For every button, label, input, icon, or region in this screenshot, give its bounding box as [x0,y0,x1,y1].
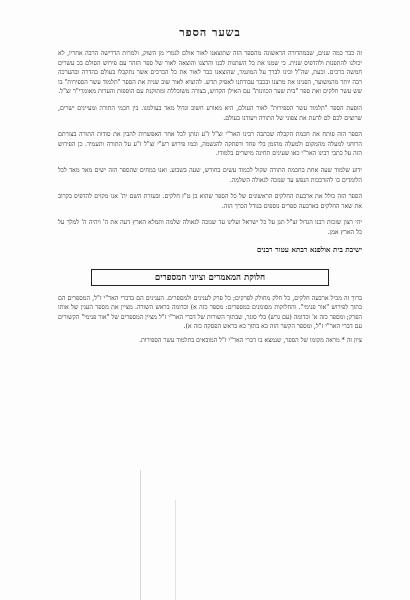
paragraph: ברוך זה מכיל ארבעה חלקים, כל חלק מחולק לפרקים; כל פרק לענינים ולמספרים. הענינים הם בדברי האר"י ז"ל, המספרים הם בתוך לפירוש "אור פנימי". והחלוקות מסומנים במספרים: מספר כזה א) וכדומה בראש השורה. מציין את מספר הענין של אותו הפרק; ומספר כזה א' וכדומה (עם גרש) בלי סוגר, שבתוך השורות של דברי האר"י ז"ל מציין המספרים של "אור פנימי" הקשורים עם דברי האר"י ז"ל, ומספר הקשר הזה בא בתוך כא בראש הפסקה כזה א). [58,294,362,331]
section-title-box: חלוקת המאמרים וציוני המספרים [91,269,329,286]
page-fold-line [175,500,176,600]
paragraph: יהי רצון שזכות רבנו הגדול זצ"ל תגן על כל ישראל ועלינו עד שנזכה לגאולה שלמה ותמלא הארץ דעה את ה' ויהיה ה' למלך על כל הארץ אמן. [58,219,362,236]
signature-line: ישיבת בית אולפנא רבתא עטור רבנים [256,244,362,254]
page-title: בשער הספר [179,26,241,39]
paragraph: ציון זה * מראה מקומו של הספר, שנמצא בו דברי האר"י ז"ל המובאים בתלמוד עשר הספירות. [139,336,362,344]
paragraph: זה כבר כמה שנים, שבמהדורה הראשונה מהספר הזה שתוצאנו לאור אולם לגמרי מן השוק, ולמרות הדרישה הרבה אחריו, לא יכולנו להתפנות ולהדפיס שנית. כי שמנו את כל השתנות לבנו והרצנו והוצאה לאור של ספר הזהר עם פירוש הסולם בכ עשרים חמשה כרכים. וכעת, שה"ל וכינו לברך על המוגמר, שהוצאנו כבר לאור את כל הכרכים אשר נתקבלו בעולם בהדרה ובהערכה רבה יותר מהמשוער, הפנינו את מרצנו ובכבר עבודתנו לאפיק תדש. להוציא לאור שוב שנית את הספר "תלמוד עשר הספירות" בו שש עשר חלקים ואת ספר "בית שער הכוונות" עם האילן הקדוש, בצורה משוכללת ומתוקנת עם הוספות והערות מאומרי"ר זצ"ל. [58,50,362,96]
page-fold-line [140,470,141,600]
paragraph: הספר הזה פותח את חכמת הקבלה שכתבה רבינו האר"י זצ"ל ז"ע ונותן לכל אחר האפשרות להבין את סודות התורה בצורתם הרוחני למעלה מהמקום ולמעלה מהזמן בלי פחד ורפתקה להגשמה, וכמו פירוש רש"י זצ"ל ז"ע על התורה ותעמיד. כן הפירוש הזה על כתבי רבינו האר"י כאו שעינים תחינה מישרים בלמודו. [58,131,362,158]
paragraph: ידוע שלמוד שעה אחת בחכמת התורה שקול לכמוד עשים בחודש, שעה בשבוע. ואנו במחים שהספר הזה ישים מאד מאד לכל הלומדים בו להזדככות הנפש עד שנזכה לגאולה השלמה. [58,166,362,184]
paragraph: הופעת הספר "תלמוד עשר הספירות" לאור העולם, היא מאורע חשוב וגדול מאד בעולמנו. בין חכמי התורה ומעיינים ישרים, שרוצים לכם לם לדעת את צפוני של התורה ויעודנו בעולם. [58,104,362,122]
document-content [58,26,362,349]
paragraph: הספר הזה כולל את ארבעת החלקים הראשונים של כל הספר שהוא בן ט"ז חלקים. ובעזרת השם ית' אנו מקוים להדפיס בקרוב את שאר החלקים בארבעה ספרים נוספים בגודל הכרך הזה. [58,193,362,210]
